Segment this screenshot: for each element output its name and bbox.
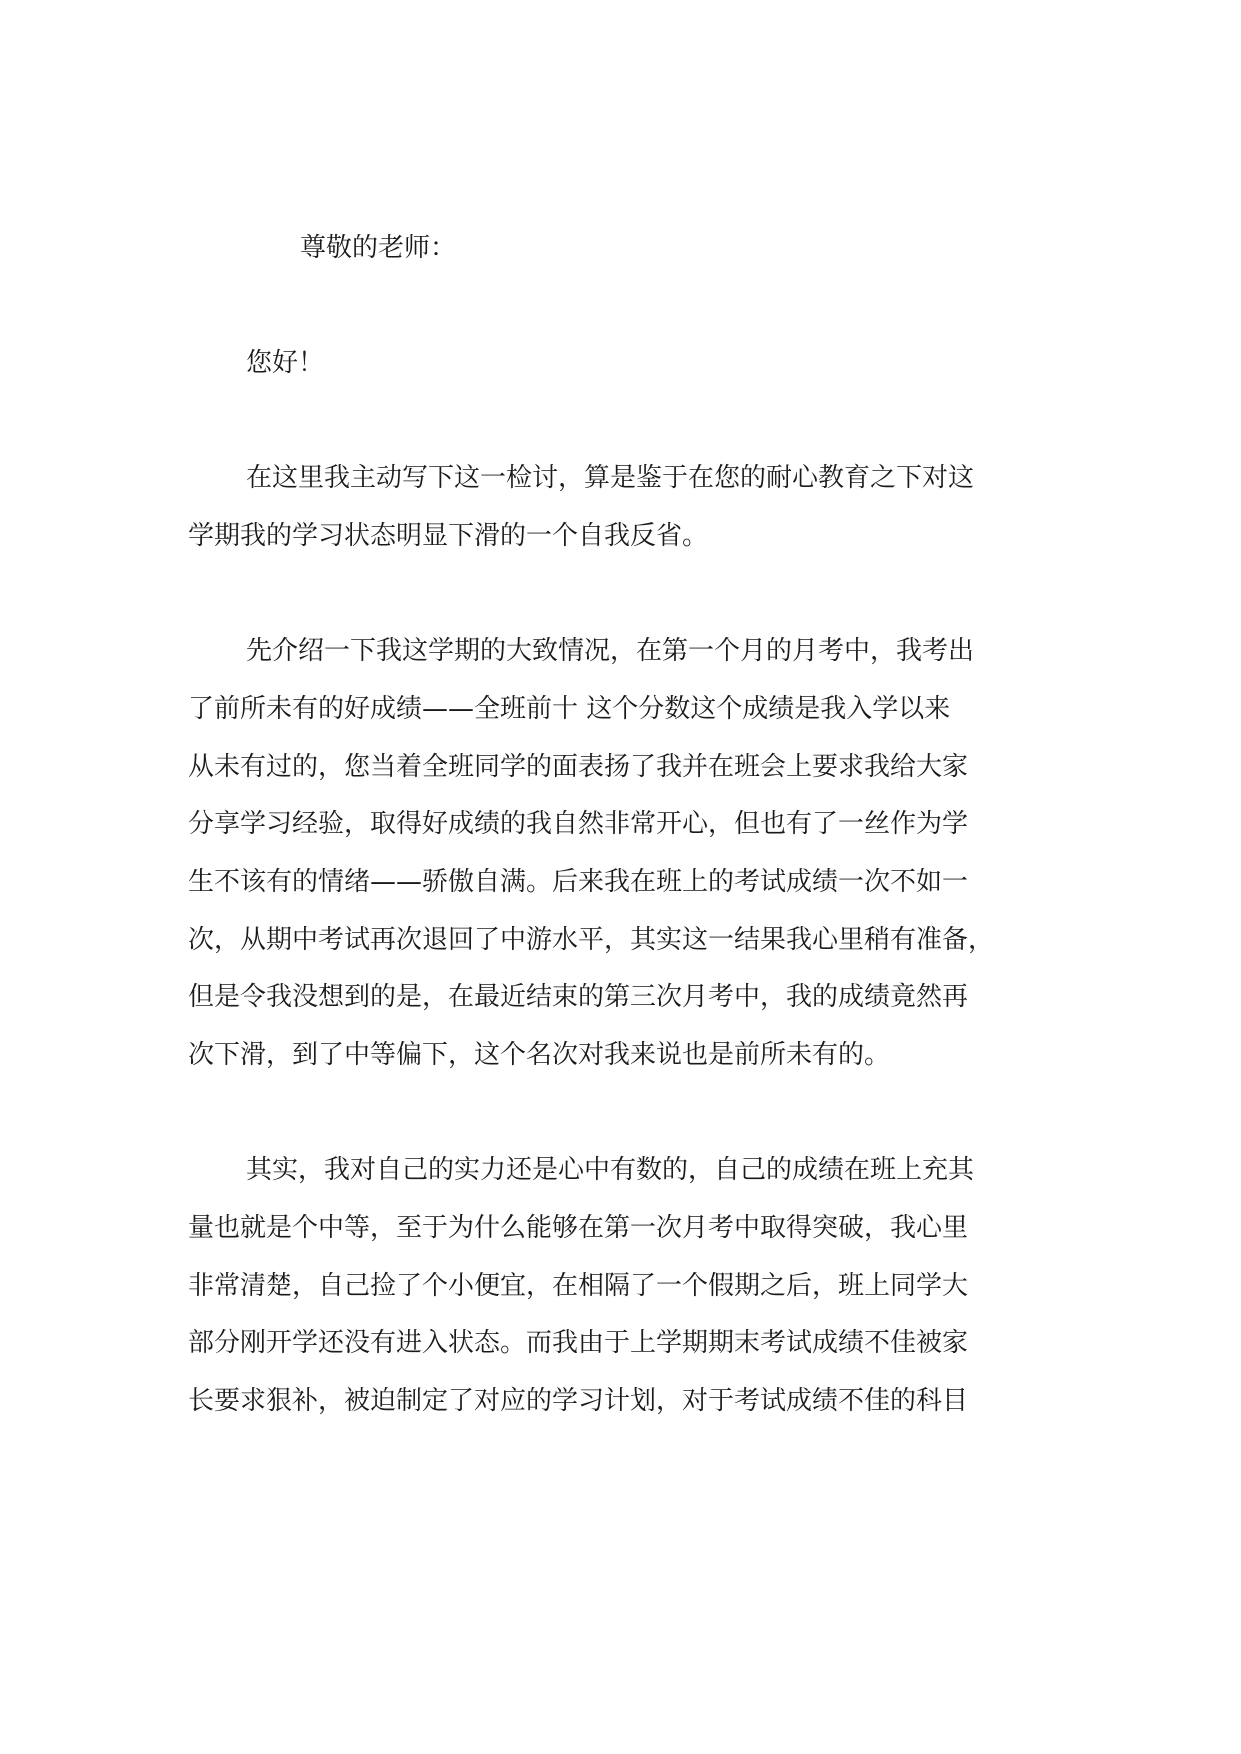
greeting: 您好！ xyxy=(246,348,325,378)
paragraph-line: 分享学习经验，取得好成绩的我自然非常开心，但也有了一丝作为学 xyxy=(188,809,969,839)
paragraph-line: 生不该有的情绪——骄傲自满。后来我在班上的考试成绩一次不如一 xyxy=(188,867,969,897)
paragraph-line: 量也就是个中等，至于为什么能够在第一次月考中取得突破，我心里 xyxy=(188,1213,969,1243)
paragraph-line: 了前所未有的好成绩——全班前十 这个分数这个成绩是我入学以来 xyxy=(188,694,951,724)
paragraph-line: 次下滑，到了中等偏下，这个名次对我来说也是前所未有的。 xyxy=(188,1040,891,1070)
salutation: 尊敬的老师： xyxy=(300,233,457,263)
paragraph-line: 其实，我对自己的实力还是心中有数的，自己的成绩在班上充其 xyxy=(246,1155,975,1185)
paragraph-line: 学期我的学习状态明显下滑的一个自我反省。 xyxy=(188,521,709,551)
paragraph-line: 从未有过的，您当着全班同学的面表扬了我并在班会上要求我给大家 xyxy=(188,752,969,782)
paragraph-line: 部分刚开学还没有进入状态。而我由于上学期期末考试成绩不佳被家 xyxy=(188,1328,969,1358)
paragraph-line: 非常清楚，自己捡了个小便宜，在相隔了一个假期之后，班上同学大 xyxy=(188,1271,969,1301)
paragraph-line: 先介绍一下我这学期的大致情况，在第一个月的月考中，我考出 xyxy=(246,636,975,666)
paragraph-line: 次，从期中考试再次退回了中游水平，其实这一结果我心里稍有准备， xyxy=(188,925,995,955)
paragraph-line: 长要求狠补，被迫制定了对应的学习计划，对于考试成绩不佳的科目 xyxy=(188,1386,969,1416)
paragraph-line: 但是令我没想到的是，在最近结束的第三次月考中，我的成绩竟然再 xyxy=(188,982,969,1012)
paragraph-line: 在这里我主动写下这一检讨，算是鉴于在您的耐心教育之下对这 xyxy=(246,463,975,493)
